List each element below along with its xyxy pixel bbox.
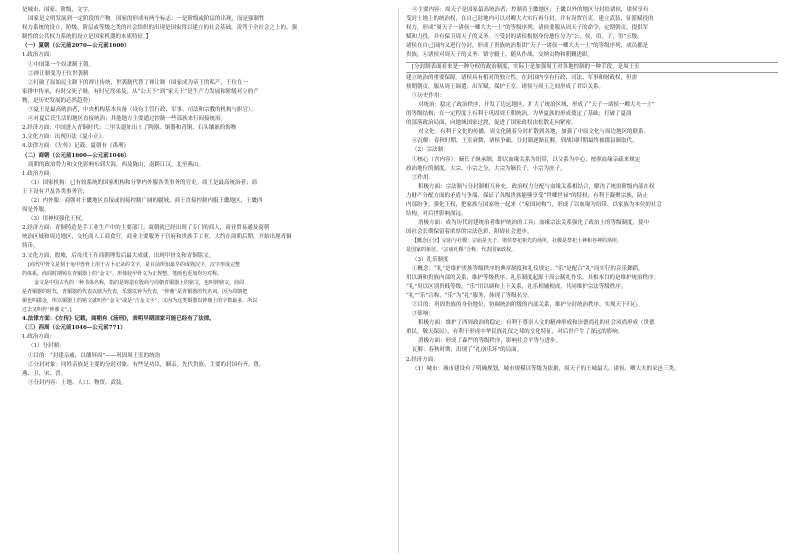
left-text-line: ②分封对象：同姓亲族是主要的分封对象，有些是功臣，姻亲，先代贵族。主要的封国有齐，鲁，: [28, 361, 265, 368]
left-text-line: ③分封内容：土地、人口、物资、武装。: [28, 379, 128, 386]
column-divider: [398, 8, 399, 553]
right-text-line: “礼”“乐”合称，“乐”为“礼”服务，体现了等级名分。: [406, 292, 533, 299]
right-text-line: 贵族。⑥诸侯对周天子的义务：镇守疆土，随从作战、交纳贡物和朝觐述职。: [406, 52, 594, 59]
right-text-line: （1）城市：城市建设有了明确规划，城市规模以等级为依据，周天子的王城最大，诸侯、卿大夫的采邑三类。: [412, 365, 680, 372]
left-text-line: 4.法律方面：《左传》记载，夏朝有《禹刑》: [22, 143, 129, 150]
right-text-line: （2）宗法制：: [412, 147, 449, 154]
left-text-line: 统治区域和周边地区，交托商人工商食官，商业主要服务于宫府和贵族手工业，大约在商朝后期，开始出现青铜: [22, 234, 292, 241]
left-text-line: 国家是文明发展到一定阶段的产物。国家的形成有两个标志：一是阶级或阶层的出现，而是强制性: [28, 16, 265, 23]
left-text-line: 3.文化方面：殷墟，后母戊王在商朝理发后最大成就，出现甲骨文和青铜铭文。: [22, 252, 215, 259]
right-text-line: ①核心（含内容）：嫡长子继承制，即以血缘关系为纽带，以父系为中心，按照血缘亲疏来规定: [412, 156, 641, 163]
left-text-line: （一）夏朝（公元前2070—公元前1600）: [22, 43, 130, 50]
left-text-line: 制性的公共权力系统的设立是国家机器的本质特征。】: [22, 34, 152, 41]
left-text-line: 权力系统的设立，阶级、阶层或等级之类的社会组织的出现是国家得以建立的社会基础，凌驾于全社会之上的、强: [22, 25, 298, 32]
right-text-line: ③影响：: [412, 311, 435, 318]
left-text-line: ③夏王是最高统治者，中央机构基本具备（设有主管行政、军事、司法和宗教的机构与职官）；: [28, 107, 257, 114]
right-text-line: （3）礼乐制度: [412, 256, 449, 263]
right-text-line: 建立统治的重要保障。诸侯具有相对的独立性，在封国内享有行政、司法、军事和财政权，但需: [406, 74, 638, 81]
left-text-line: 过去又叫作“钟鼎文”。]: [22, 307, 72, 314]
left-text-line: 铜也叫做金，所以铜器上的铭文就叫作“金文”或是“吉金文字”；又因为这类铜器以钟鼎上的字数最多，所以: [22, 298, 258, 304]
left-text-line: [商代甲骨文是刻于龟甲兽骨上用于占卜记录的文字，是目前所知最早的成熟汉字，汉字形成完整: [28, 261, 240, 268]
right-text-line: 积极方面：维护了西周政治的稳定；有利于尊崇人文的精神形成和崇德尚礼的社会风尚形成（贵德: [418, 320, 655, 327]
right-text-line: 的部落政治局面，向地域国家过渡，促进了国家政权由松散走向紧密。: [406, 120, 577, 127]
right-text-line: 的等级结构；在一定程度上有利于巩固周王朝统治，为华夏族的形成奠定了基础；打破了夏商: [406, 111, 632, 118]
left-text-line: ①中国第一个奴隶制王朝。: [28, 61, 95, 68]
left-text-line: 家排中传承，有时父死子继，有时兄终弟及，从“公天下”到“家天下”是生产力发展和阶级对立的产: [22, 88, 259, 95]
left-text-line: 金文是中国古代的一种书体名称，指的是铸造在殷商与周朝青铜器上的铭文，也叫钟鼎文。商周: [34, 279, 245, 286]
right-text-line: 消极方面：成为历代封建统治者维护统治的工具；血缘宗法关系强化了政治上的等级制度，使中: [418, 220, 650, 227]
right-text-line: [分封制表面看来是一种分权的政治制度，实际上是加强周王对各地控制的一种手段，是周王室: [406, 62, 778, 73]
right-text-line: ④主要内容：周天子是国家最高统治者；控制着王畿地区；王畿以外的地区分封给诸侯，诸侯享有: [412, 7, 649, 13]
right-text-line: “礼”用以区别贵贱等级，“乐”用以调和上下关系，礼乐相辅相成，共同维护宗法等级秩序。: [406, 283, 627, 290]
right-column: [406, 6, 778, 556]
right-text-line: 受封土地上的统治权，在自己封地内可以对卿大夫实行再分封，并有设置官吏、建立武装、征派赋役的: [406, 16, 654, 23]
left-text-line: 周是外服。: [22, 207, 50, 214]
left-text-line: 是青铜器的时代，青铜器的代表以鼎为代表，乐器以钟为代表，“钟鼎”是青铜器的代名词。因为周朝把: [22, 288, 248, 295]
left-text-line: 4.法律方面：《左传》记载，商朝有《汤刑》，表明早期国家可能已经有了法律。: [22, 316, 215, 323]
left-text-line: （1）分封制：: [28, 343, 65, 350]
right-text-line: 【概念区分】宗庙与社稷：宗庙是天子、诸侯祭祀祖先的场所，社稷是祭祀土神和谷神的场所，: [412, 238, 623, 245]
right-text-line: 内部纷争，强化王权，把家族与国家统一起来（“家国同构”），形成了以血缘为纽带、以家族为本位的社会: [406, 201, 662, 208]
right-text-line: 按期朝贡，服从周王调遣，出军赋，保护王室。诸侯与周王之间形成了君臣关系。: [406, 83, 605, 90]
left-column: [22, 6, 390, 556]
right-text-line: 2.经济方面：: [406, 356, 439, 363]
left-text-line: 的体系。商周时期铸在青铜器上的“金文”，形体较甲骨文为正规整，笔画也更加均匀对称。: [22, 270, 223, 277]
right-text-line: 积极方面：宗法制与分封制相互补充，政治权力分配与血缘关系相结合，解决了统治阶级内部在权: [418, 183, 655, 190]
right-text-line: 用以调和贵族内部的关系，维护等级秩序。礼乐制度起源于周公制礼作乐，其根本目的是维护统治秩序。: [406, 274, 660, 281]
left-text-line: （3）用神权强化王权。: [28, 216, 87, 223]
right-text-line: ⑥瓦解：春秋时期，王室衰微，诸侯争霸，分封制逐渐瓦解，到战国时期最终被郡县制取代。: [412, 138, 638, 145]
left-text-line: ④对夏后氏生活的地区直接统治；其他地方主要通过控制一些部族来行间接统治。: [28, 116, 227, 123]
left-text-line: （三）西周（公元前1046—公元前771）: [22, 325, 126, 332]
right-text-line: ②作用：: [412, 174, 435, 181]
right-text-line: ⑤历史作用：: [412, 92, 446, 99]
left-text-line: 3.文化方面：出现历法《夏小正》。: [22, 134, 107, 141]
left-text-line: 2.经济方面：青铜铸造是手工业生产中的主要部门；商朝就已经出现了专门的商人，商业贸易通及商朝: [22, 225, 270, 232]
right-text-line: 诸侯在自己国内又进行分封，形成了贵族统治集团“天子一诸侯一卿大夫一士”的等级序列，成员都是: [406, 43, 649, 50]
left-text-line: 1.政治方面：: [22, 170, 55, 177]
right-text-line: 结构，对后世影响深远。: [406, 211, 467, 218]
left-text-line: 2.经济方面：中国进入青铜时代；二里头遗址出土了陶器、铜器和青铜、石头镶嵌的饰物: [22, 125, 237, 132]
right-text-line: 赋和力役，并有保卫周天子的义务。⑤受封的诸侯根据身份地位分为“公，侯，伯，子，男”五级，: [406, 34, 643, 41]
left-text-line: 1.政治方面：: [22, 52, 55, 59]
left-text-line: 1.政治方面：: [22, 334, 55, 341]
left-text-line: ②打破了原始民主制下的禅让传统，世袭制代替了禅让制（国家成为帝王的私产，王位在一: [28, 79, 249, 86]
right-text-line: 瓦解：春秋时期，出现了“礼崩乐坏”的局面。: [412, 347, 523, 354]
right-text-line: ②目的：巩固贵族的身份地位，协调统治阶级的内部关系，维护分封统治秩序，实现天下归心。: [412, 302, 644, 308]
left-text-line: 物，是历史发展的必然趋势）: [22, 97, 94, 104]
right-text-line: 是国家的象征。“宗庙社稷”合称，代表国家政权。: [406, 247, 517, 254]
right-text-line: ①概念：“礼”是维护贵族等级秩序的典章制度和礼仪规定；“乐”是配合“礼”而实行的音乐舞蹈，: [412, 265, 644, 272]
right-text-line: 权力，形成“周天子一诸侯一卿大夫一士”的等级序列；诸侯要服从周天子的命令，定期朝贡，提供军: [406, 25, 649, 32]
left-text-line: 是城市、国家、阶级、文字。: [22, 7, 94, 13]
left-text-line: ②禅让制变为王位世袭制: [28, 70, 89, 77]
right-text-line: 政治地位的制度。大宗、小宗之分，大宗为嫡长子，小宗为庶子。: [406, 165, 566, 172]
left-text-line: 商朝的政治势力和文化影响东到大海，西及陇山，南跨江汉，北至燕山。: [28, 161, 205, 168]
right-text-line: 国社会长期保留着浓厚的宗法色彩，阻碍社会进步。: [406, 229, 533, 236]
left-text-line: （2）内外服：商朝对王畿地区直接或间接控制广阔的疆域。商王直接控制内服王畿地区，王畿四: [28, 197, 263, 204]
left-text-line: （1）国家机构：已有较系统的国家机构和分掌内外服各类事务的官吏。商王是最高统治者；商: [28, 179, 258, 186]
left-text-line: 王下设有尹及各类事务官；: [22, 188, 89, 195]
right-text-line: 对文化：有利于文化的传播，周文化随着分封扩散到各地，加强了中原文化与周边地区的联系。: [418, 129, 650, 136]
right-text-line: 重民，敬天保民），有利于形成中华民族礼仪之邦的文化特征，对后世产生了深远的影响。: [406, 329, 624, 336]
left-text-line: （二）商朝（公元前1600—公元前1046）: [22, 152, 130, 159]
left-text-line: 燕、卫、宋、晋。: [22, 370, 67, 377]
right-text-line: 对统治：稳定了政治秩序，开发了边远地区，扩大了统治区域，形成了“天子一诸侯一卿大夫一士”: [418, 101, 655, 108]
left-text-line: 铸币。: [22, 243, 39, 250]
left-text-line: ①目的：“封建亲戚，以藩屏周”——巩固周王室的统治: [28, 352, 161, 359]
right-text-line: 消极方面：形成了森严的等级秩序，影响社会平等与进步。: [418, 338, 562, 345]
right-text-line: 力财产分配方面的矛盾与争端，保证了各级贵族能够享受“世卿世禄”的特权；有利于凝聚宗族，防止: [406, 192, 649, 199]
